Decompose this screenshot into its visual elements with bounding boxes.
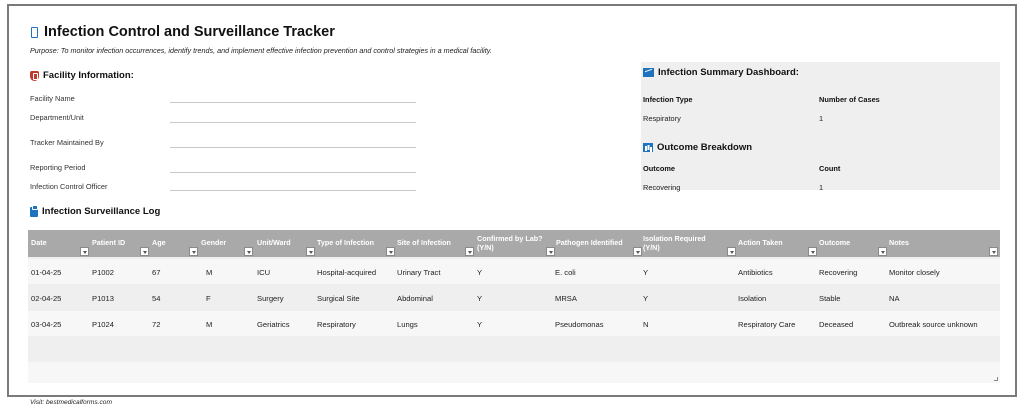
outcome-cell-count[interactable]: 1 (819, 183, 824, 192)
cell-unit[interactable]: ICU (257, 268, 271, 277)
col-header-patient-id[interactable]: Patient ID (92, 230, 149, 257)
cell-date[interactable]: 01-04-25 (31, 268, 62, 277)
cell-pathogen[interactable]: E. coli (555, 268, 576, 277)
cell-outcome[interactable]: Recovering (819, 268, 858, 277)
cell-notes[interactable]: NA (889, 294, 900, 303)
cell-gender[interactable]: M (206, 320, 213, 329)
filter-dropdown-icon[interactable] (727, 247, 736, 256)
facility-name-input[interactable] (170, 102, 416, 103)
facility-heading-label: Facility Information: (43, 70, 134, 81)
bar-chart-icon (643, 143, 653, 152)
table-row[interactable] (28, 311, 1000, 336)
surveillance-log-table (28, 230, 1000, 383)
col-header-gender[interactable]: Gender (201, 230, 253, 257)
col-header-action[interactable]: Action Taken (738, 230, 817, 257)
cell-unit[interactable]: Geriatrics (257, 320, 290, 329)
col-header-date[interactable]: Date (31, 230, 89, 257)
summary-heading-label: Infection Summary Dashboard: (658, 67, 799, 78)
filter-dropdown-icon[interactable] (244, 247, 253, 256)
col-header-outcome[interactable]: Outcome (819, 230, 887, 257)
col-header-isolation[interactable]: Isolation Required (Y/N) (643, 230, 736, 257)
cell-infection-site[interactable]: Lungs (397, 320, 418, 329)
page-title: Infection Control and Surveillance Tracker (44, 24, 335, 40)
outcome-cell-outcome[interactable]: Recovering (643, 183, 681, 192)
field-label-maintained-by: Tracker Maintained By (30, 138, 104, 147)
field-label-reporting-period: Reporting Period (30, 163, 86, 172)
filter-dropdown-icon[interactable] (878, 247, 887, 256)
cell-patient-id[interactable]: P1002 (92, 268, 114, 277)
cell-action[interactable]: Antibiotics (738, 268, 773, 277)
table-row-empty[interactable] (28, 362, 1000, 383)
cell-action[interactable]: Respiratory Care (738, 320, 796, 329)
filter-dropdown-icon[interactable] (546, 247, 555, 256)
filter-dropdown-icon[interactable] (386, 247, 395, 256)
cell-isolation[interactable]: N (643, 320, 649, 329)
summary-cell-type[interactable]: Respiratory (643, 114, 681, 123)
resize-handle-icon[interactable] (994, 377, 998, 381)
cell-action[interactable]: Isolation (738, 294, 767, 303)
purpose-text: Purpose: To monitor infection occurrences, identify trends, and implement effective infection prevention and control strategies in a medical facility. (30, 46, 492, 55)
cell-age[interactable]: 67 (152, 268, 161, 277)
summary-cell-count[interactable]: 1 (819, 114, 824, 123)
cell-infection-type[interactable]: Respiratory (317, 320, 356, 329)
maintained-by-input[interactable] (170, 147, 416, 148)
cell-pathogen[interactable]: MRSA (555, 294, 577, 303)
col-header-lab-confirmed[interactable]: Confirmed by Lab? (Y/N) (477, 230, 555, 257)
cell-isolation[interactable]: Y (643, 268, 649, 277)
cell-pathogen[interactable]: Pseudomonas (555, 320, 604, 329)
outcome-col-outcome: Outcome (643, 164, 676, 173)
cell-notes[interactable]: Monitor closely (889, 268, 940, 277)
control-officer-input[interactable] (170, 190, 416, 191)
shield-icon (30, 71, 39, 81)
filter-dropdown-icon[interactable] (189, 247, 198, 256)
field-label-facility-name: Facility Name (30, 94, 75, 103)
col-header-infection-site[interactable]: Site of Infection (397, 230, 474, 257)
col-header-age[interactable]: Age (152, 230, 198, 257)
table-row-empty[interactable] (28, 337, 1000, 362)
filter-dropdown-icon[interactable] (633, 247, 642, 256)
summary-dashboard (641, 62, 1000, 190)
document-icon (31, 27, 38, 38)
filter-dropdown-icon[interactable] (989, 247, 998, 256)
table-row[interactable] (28, 285, 1000, 310)
cell-unit[interactable]: Surgery (257, 294, 284, 303)
cell-isolation[interactable]: Y (643, 294, 649, 303)
col-header-infection-type[interactable]: Type of Infection (317, 230, 395, 257)
cell-lab-confirmed[interactable]: Y (477, 320, 483, 329)
field-label-control-officer: Infection Control Officer (30, 182, 108, 191)
summary-col-cases: Number of Cases (819, 95, 880, 104)
log-header-row (28, 230, 1000, 257)
filter-dropdown-icon[interactable] (465, 247, 474, 256)
log-heading (30, 206, 160, 217)
cell-notes[interactable]: Outbreak source unknown (889, 320, 978, 329)
cell-infection-site[interactable]: Urinary Tract (397, 268, 441, 277)
table-row[interactable] (28, 259, 1000, 284)
cell-infection-site[interactable]: Abdominal (397, 294, 433, 303)
filter-dropdown-icon[interactable] (306, 247, 315, 256)
cell-gender[interactable]: M (206, 268, 213, 277)
chart-icon (643, 68, 654, 77)
cell-infection-type[interactable]: Surgical Site (317, 294, 360, 303)
cell-patient-id[interactable]: P1024 (92, 320, 114, 329)
col-header-pathogen[interactable]: Pathogen Identified (556, 230, 642, 257)
cell-patient-id[interactable]: P1013 (92, 294, 114, 303)
title-row (31, 24, 335, 40)
col-header-notes[interactable]: Notes (889, 230, 998, 257)
filter-dropdown-icon[interactable] (140, 247, 149, 256)
filter-dropdown-icon[interactable] (80, 247, 89, 256)
outcome-heading-label: Outcome Breakdown (657, 142, 753, 153)
cell-lab-confirmed[interactable]: Y (477, 294, 483, 303)
col-header-unit-ward[interactable]: Unit/Ward (257, 230, 315, 257)
reporting-period-input[interactable] (170, 172, 416, 173)
cell-date[interactable]: 02-04-25 (31, 294, 62, 303)
cell-gender[interactable]: F (206, 294, 211, 303)
log-heading-label: Infection Surveillance Log (42, 206, 161, 217)
footer-link[interactable]: Visit: bestmedicalforms.com (30, 399, 112, 406)
summary-col-type: Infection Type (643, 95, 693, 104)
outcome-col-count: Count (819, 164, 841, 173)
tracker-sheet (7, 4, 1017, 397)
clipboard-icon (30, 207, 38, 217)
filter-dropdown-icon[interactable] (808, 247, 817, 256)
cell-outcome[interactable]: Stable (819, 294, 841, 303)
cell-lab-confirmed[interactable]: Y (477, 268, 483, 277)
cell-infection-type[interactable]: Hospital-acquired (317, 268, 377, 277)
facility-heading (30, 70, 134, 81)
field-label-department: Department/Unit (30, 113, 84, 122)
outcome-heading (643, 142, 1002, 153)
cell-date[interactable]: 03-04-25 (31, 320, 62, 329)
cell-age[interactable]: 72 (152, 320, 161, 329)
cell-age[interactable]: 54 (152, 294, 161, 303)
cell-outcome[interactable]: Deceased (819, 320, 854, 329)
department-input[interactable] (170, 122, 416, 123)
summary-heading (643, 67, 1002, 78)
